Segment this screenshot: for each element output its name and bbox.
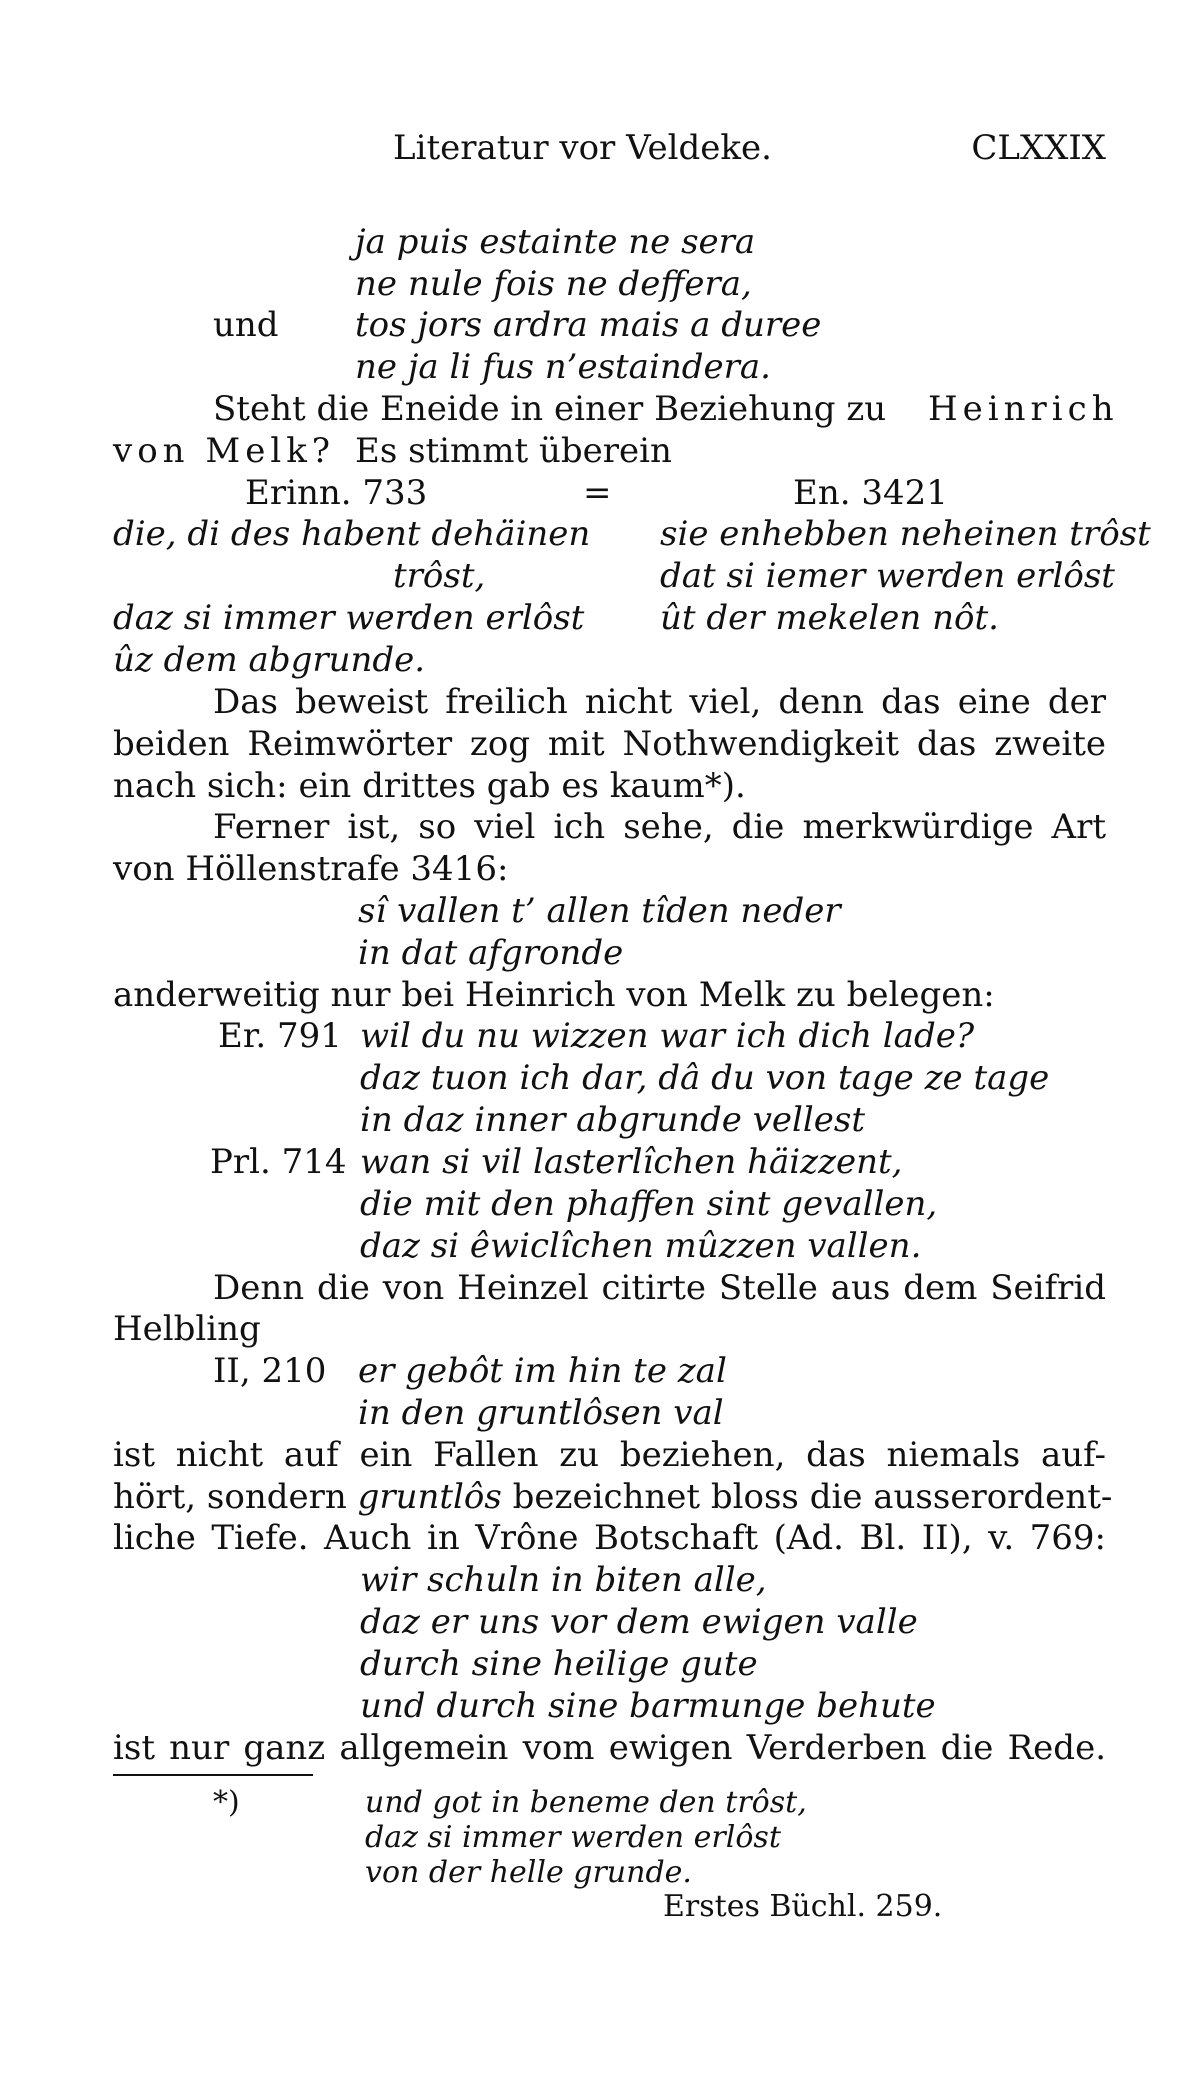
body-text: Steht die Eneide in einer Beziehung zu bbox=[213, 389, 887, 429]
verse-line: daz si immer werden erlôst bbox=[113, 598, 585, 638]
citation-ref: Prl. 714 bbox=[210, 1142, 347, 1182]
body-text: Es stimmt überein bbox=[355, 431, 672, 471]
verse-line: dat si iemer werden erlôst bbox=[660, 556, 1115, 596]
verse-line: ût der mekelen nôt. bbox=[660, 598, 999, 638]
body-text: anderweitig nur bei Heinrich von Melk zu belegen: bbox=[113, 975, 995, 1015]
footnote-rule bbox=[113, 1774, 313, 1776]
body-text-spaced: von Melk? bbox=[113, 431, 336, 471]
citation-ref: II, 210 bbox=[213, 1351, 327, 1391]
footnote-source: Erstes Büchl. 259. bbox=[663, 1889, 943, 1924]
body-text: nach sich: ein drittes gab es kaum*). bbox=[113, 766, 746, 806]
comparison-ref-right: En. 3421 bbox=[793, 473, 948, 513]
italic-term: gruntlôs bbox=[357, 1477, 502, 1517]
verse-line: ne nule fois ne deffera, bbox=[355, 264, 752, 304]
verse-line: durch sine heilige gute bbox=[360, 1644, 758, 1684]
comparison-equals: = bbox=[583, 473, 612, 513]
verse-line: tos jors ardra mais a duree bbox=[355, 305, 822, 345]
footnote-verse-line: daz si immer werden erlôst bbox=[365, 1820, 781, 1855]
verse-line: die mit den phaffen sint gevallen, bbox=[360, 1184, 938, 1224]
footnote-verse-line: von der helle grunde. bbox=[365, 1855, 692, 1890]
verse-line: wil du nu wizzen war ich dich lade? bbox=[360, 1016, 975, 1056]
body-text: von Höllenstrafe 3416: bbox=[113, 849, 509, 889]
body-text: ist nicht auf ein Fallen zu beziehen, das niemals auf- bbox=[113, 1435, 1106, 1475]
body-text: Helbling bbox=[113, 1309, 261, 1349]
verse-line: daz er uns vor dem ewigen valle bbox=[360, 1602, 918, 1642]
verse-line: er gebôt im hin te zal bbox=[358, 1351, 727, 1391]
body-text: Ferner ist, so viel ich sehe, die merkwürdige Art bbox=[213, 807, 1106, 847]
body-text: liche Tiefe. Auch in Vrône Botschaft (Ad. Bl. II), v. 769: bbox=[113, 1518, 1106, 1558]
verse-line: sie enhebben neheinen trôst bbox=[660, 514, 1151, 554]
verse-line: daz si êwiclîchen mûzzen vallen. bbox=[360, 1226, 922, 1266]
verse-line: ja puis estainte ne sera bbox=[355, 222, 756, 262]
verse-line: ûz dem abgrunde. bbox=[113, 640, 426, 680]
body-text-spaced: Heinrich bbox=[928, 389, 1119, 429]
verse-line: wir schuln in biten alle, bbox=[360, 1560, 767, 1600]
verse-line: und durch sine barmunge behute bbox=[360, 1686, 936, 1726]
page-number: CLXXIX bbox=[971, 128, 1106, 168]
body-text: Das beweist freilich nicht viel, denn das eine der bbox=[213, 682, 1106, 722]
verse-line: in den gruntlôsen val bbox=[358, 1393, 724, 1433]
verse-line: in daz inner abgrunde vellest bbox=[360, 1100, 866, 1140]
verse-label: und bbox=[213, 305, 279, 345]
verse-line: daz tuon ich dar, dâ du von tage ze tage bbox=[360, 1058, 1050, 1098]
footnote-verse-line: und got in beneme den trôst, bbox=[365, 1785, 807, 1820]
verse-line: trôst, bbox=[393, 556, 486, 596]
comparison-ref-left: Erinn. 733 bbox=[245, 473, 428, 513]
verse-line: ne ja li fus n’estaindera. bbox=[355, 347, 771, 387]
footnote-marker: *) bbox=[213, 1785, 240, 1820]
body-text: beiden Reimwörter zog mit Nothwendigkeit das zweite bbox=[113, 724, 1106, 764]
body-text: bezeichnet bloss die ausserordent- bbox=[512, 1477, 1113, 1517]
body-text: Denn die von Heinzel citirte Stelle aus dem Seifrid bbox=[213, 1268, 1106, 1308]
body-text-with-italic bbox=[113, 1477, 1113, 1517]
verse-line: in dat afgronde bbox=[358, 933, 624, 973]
verse-line: wan si vil lasterlîchen häizzent, bbox=[360, 1142, 903, 1182]
verse-line: sî vallen t’ allen tîden neder bbox=[358, 891, 841, 931]
body-text: ist nur ganz allgemein vom ewigen Verderben die Rede. bbox=[113, 1728, 1106, 1768]
body-text: hört, sondern bbox=[113, 1477, 347, 1517]
citation-ref: Er. 791 bbox=[218, 1016, 342, 1056]
verse-line: die, di des habent dehäinen bbox=[113, 514, 591, 554]
running-head-title: Literatur vor Veldeke. bbox=[393, 128, 772, 168]
